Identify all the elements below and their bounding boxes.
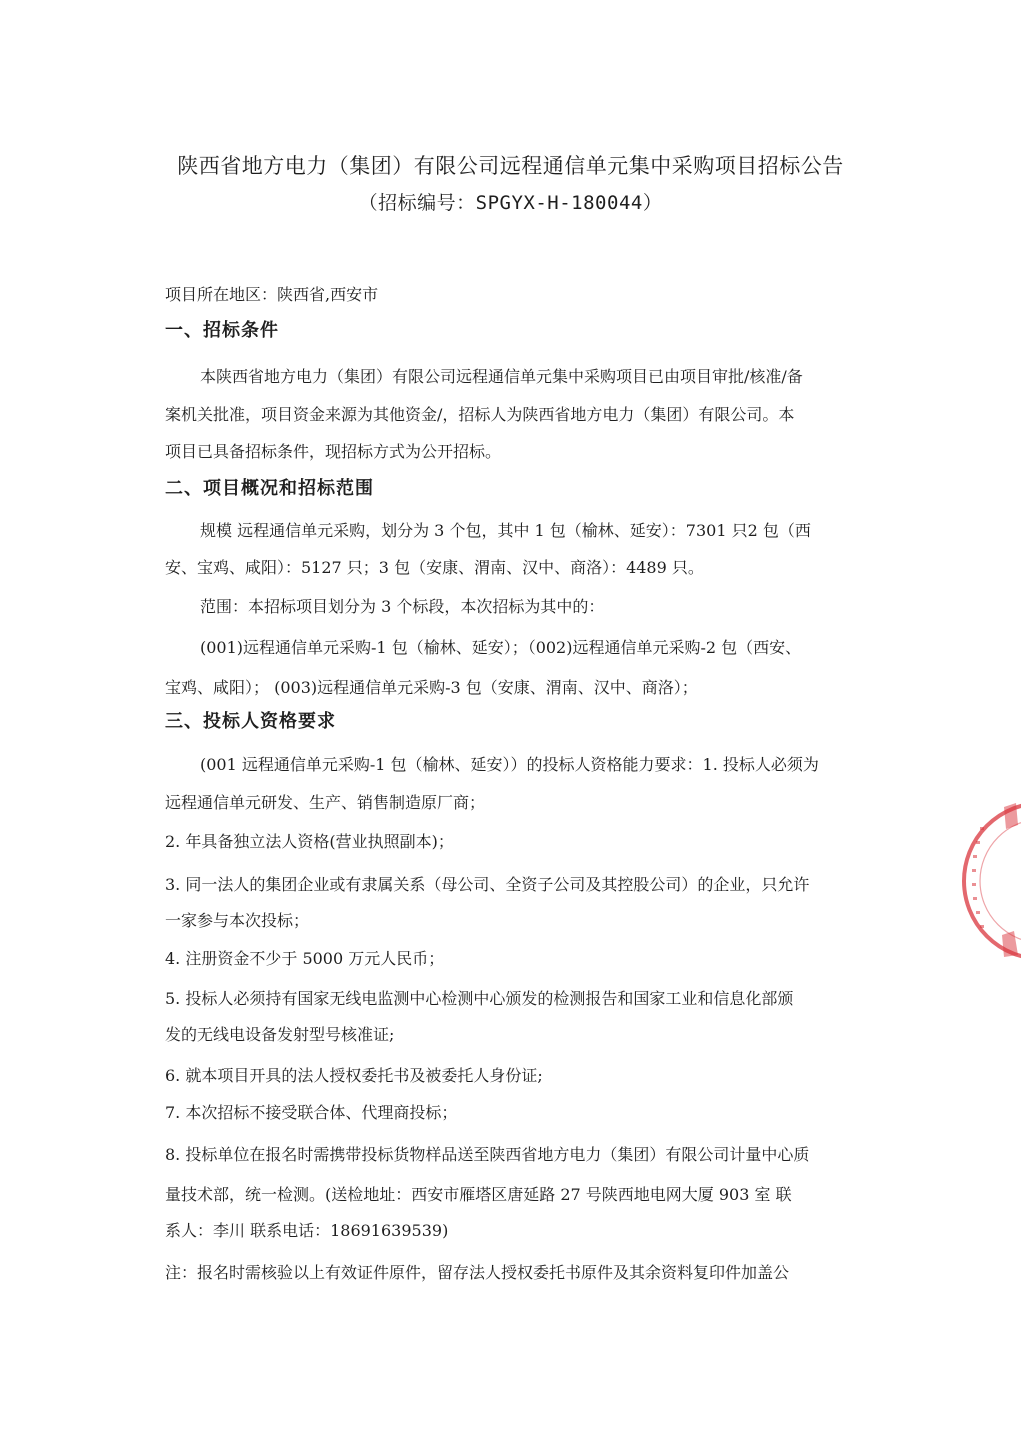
notice-title: 陕西省地方电力（集团）有限公司远程通信单元集中采购项目招标公告 [177,154,844,178]
paragraph-line: (001 远程通信单元采购-1 包（榆林、延安））的投标人资格能力要求：1. 投标人必须为 [200,755,819,774]
paragraph-line: 2. 年具备独立法人资格(营业执照副本)； [165,832,454,851]
company-seal [958,785,1021,985]
paragraph-line: 本陕西省地方电力（集团）有限公司远程通信单元集中采购项目已由项目审批/核准/备 [200,367,803,386]
section-heading-conditions: 一、招标条件 [165,320,279,341]
paragraph-line: 系人：李川 联系电话：18691639539) [165,1221,449,1240]
paragraph-line: 发的无线电设备发射型号核准证; [165,1025,395,1044]
paragraph-line: 一家参与本次投标； [165,911,310,930]
note-line: 注：报名时需核验以上有效证件原件，留存法人授权委托书原件及其余资料复印件加盖公 [165,1263,790,1282]
paragraph-line: 远程通信单元研发、生产、销售制造原厂商； [165,793,486,812]
paragraph-line: 4. 注册资金不少于 5000 万元人民币； [165,949,445,968]
paragraph-line: 6. 就本项目开具的法人授权委托书及被委托人身份证; [165,1066,543,1085]
paragraph-line: 案机关批准，项目资金来源为其他资金/，招标人为陕西省地方电力（集团）有限公司。本 [165,405,795,424]
paragraph-line: 范围：本招标项目划分为 3 个标段，本次招标为其中的： [200,597,605,616]
section-heading-overview: 二、项目概况和招标范围 [165,478,374,499]
paragraph-line: 3. 同一法人的集团企业或有隶属关系（母公司、全资子公司及其控股公司）的企业，只允许 [165,875,810,894]
paragraph-line: 规模 远程通信单元采购，划分为 3 个包，其中 1 包（榆林、延安）：7301 只2 包（西 [200,521,811,540]
paragraph-line: 安、宝鸡、咸阳）：5127 只；3 包（安康、渭南、汉中、商洛）：4489 只。 [165,558,704,577]
paragraph-line: 项目已具备招标条件，现招标方式为公开招标。 [165,442,502,461]
paragraph-line: 8. 投标单位在报名时需携带投标货物样品送至陕西省地方电力（集团）有限公司计量中心质 [165,1145,810,1164]
seal-inner-ring [980,819,1021,943]
paragraph-line: (001)远程通信单元采购-1 包（榆林、延安）；（002)远程通信单元采购-2 包（西安、 [200,638,802,657]
tender-number: （招标编号：SPGYX-H-180044） [358,192,663,214]
paragraph-line: 量技术部，统一检测。(送检地址：西安市雁塔区唐延路 27 号陕西地电网大厦 903 室 联 [165,1185,792,1204]
paragraph-line: 7. 本次招标不接受联合体、代理商投标； [165,1103,458,1122]
section-heading-qualification: 三、投标人资格要求 [165,711,336,732]
paragraph-line: 宝鸡、咸阳）； (003)远程通信单元采购-3 包（安康、渭南、汉中、商洛）； [165,678,698,697]
paragraph-line: 5. 投标人必须持有国家无线电监测中心检测中心颁发的检测报告和国家工业和信息化部颁 [165,989,794,1008]
project-region: 项目所在地区：陕西省,西安市 [165,285,379,304]
